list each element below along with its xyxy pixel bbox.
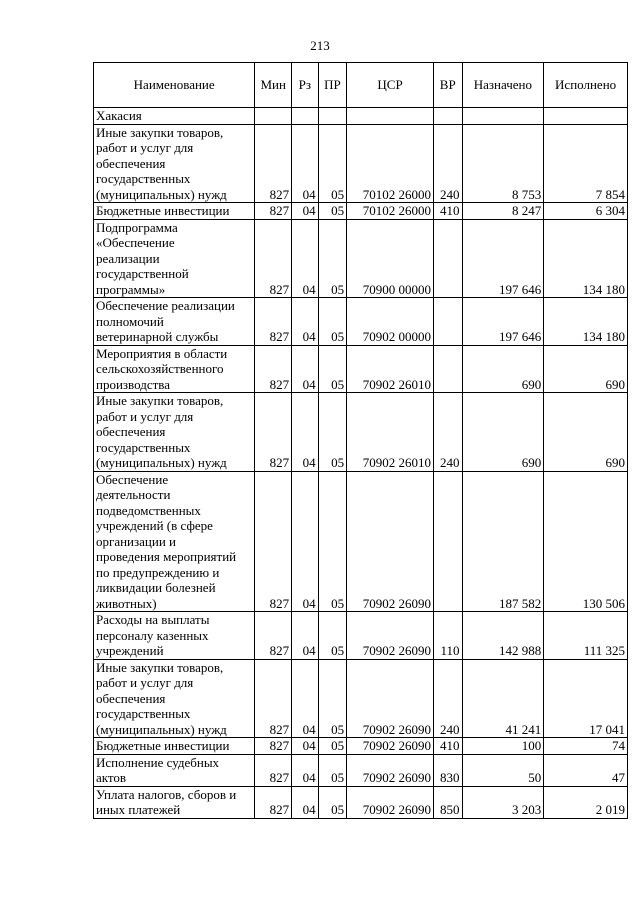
- row-executed: 2 019: [544, 786, 628, 818]
- row-csr: 70902 26090: [347, 471, 434, 612]
- row-assigned: 197 646: [462, 219, 544, 298]
- region-row: [94, 108, 628, 125]
- row-pr: 05: [318, 345, 347, 393]
- header-rz: Рз: [292, 63, 319, 108]
- row-executed: 7 854: [544, 124, 628, 203]
- row-csr: 70902 00000: [347, 298, 434, 346]
- row-rz: 04: [292, 203, 319, 220]
- row-rz: 04: [292, 754, 319, 786]
- row-assigned: 100: [462, 738, 544, 755]
- row-assigned: 690: [462, 345, 544, 393]
- header-row: [94, 63, 628, 108]
- table-row: [94, 393, 628, 472]
- row-vr: 110: [433, 612, 462, 660]
- row-csr: 70900 00000: [347, 219, 434, 298]
- table-row: [94, 612, 628, 660]
- row-name: Уплата налогов, сборов и иных платежей: [94, 786, 255, 818]
- row-vr: [433, 219, 462, 298]
- header-pr: ПР: [318, 63, 347, 108]
- row-min: 827: [255, 298, 292, 346]
- header-csr: ЦСР: [347, 63, 434, 108]
- row-rz: 04: [292, 393, 319, 472]
- table-row: [94, 659, 628, 738]
- header-executed: Исполнено: [544, 63, 628, 108]
- row-name: Бюджетные инвестиции: [94, 203, 255, 220]
- row-rz: 04: [292, 345, 319, 393]
- row-min: 827: [255, 786, 292, 818]
- header-vr: ВР: [433, 63, 462, 108]
- table-body: [94, 108, 628, 819]
- row-executed: 47: [544, 754, 628, 786]
- row-executed: 17 041: [544, 659, 628, 738]
- row-pr: 05: [318, 471, 347, 612]
- row-rz: 04: [292, 738, 319, 755]
- row-name: Иные закупки товаров, работ и услуг для обеспечения государственных (муниципальных) нужд: [94, 659, 255, 738]
- row-vr: 850: [433, 786, 462, 818]
- row-name: Иные закупки товаров, работ и услуг для обеспечения государственных (муниципальных) нужд: [94, 124, 255, 203]
- row-assigned: 3 203: [462, 786, 544, 818]
- row-vr: 410: [433, 738, 462, 755]
- header-name: Наименование: [94, 63, 255, 108]
- row-csr: 70902 26090: [347, 738, 434, 755]
- header-min: Мин: [255, 63, 292, 108]
- row-assigned: 142 988: [462, 612, 544, 660]
- region-name: Хакасия: [94, 108, 255, 125]
- row-min: 827: [255, 754, 292, 786]
- row-pr: 05: [318, 219, 347, 298]
- row-name: Обеспечение деятельности подведомственных учреждений (в сфере организации и проведения мероприятий по предупреждению и ликвидации болезней животных): [94, 471, 255, 612]
- row-rz: 04: [292, 219, 319, 298]
- row-name: Обеспечение реализации полномочий ветеринарной службы: [94, 298, 255, 346]
- row-vr: [433, 345, 462, 393]
- row-executed: 130 506: [544, 471, 628, 612]
- row-name: Расходы на выплаты персоналу казенных учреждений: [94, 612, 255, 660]
- row-rz: 04: [292, 124, 319, 203]
- row-csr: 70902 26090: [347, 754, 434, 786]
- table-row: [94, 219, 628, 298]
- row-assigned: 41 241: [462, 659, 544, 738]
- row-csr: 70102 26000: [347, 203, 434, 220]
- row-pr: 05: [318, 393, 347, 472]
- row-assigned: 8 247: [462, 203, 544, 220]
- row-rz: 04: [292, 786, 319, 818]
- row-assigned: 8 753: [462, 124, 544, 203]
- row-min: 827: [255, 124, 292, 203]
- row-name: Мероприятия в области сельскохозяйственного производства: [94, 345, 255, 393]
- row-min: 827: [255, 612, 292, 660]
- header-assigned: Назначено: [462, 63, 544, 108]
- row-vr: 240: [433, 124, 462, 203]
- table-row: [94, 124, 628, 203]
- table-row: [94, 203, 628, 220]
- row-executed: 6 304: [544, 203, 628, 220]
- row-pr: 05: [318, 124, 347, 203]
- row-pr: 05: [318, 612, 347, 660]
- row-name: Исполнение судебных актов: [94, 754, 255, 786]
- row-min: 827: [255, 219, 292, 298]
- row-pr: 05: [318, 659, 347, 738]
- row-min: 827: [255, 345, 292, 393]
- row-executed: 74: [544, 738, 628, 755]
- row-name: Бюджетные инвестиции: [94, 738, 255, 755]
- budget-table: [93, 62, 628, 819]
- row-csr: 70902 26010: [347, 345, 434, 393]
- table-row: [94, 471, 628, 612]
- row-rz: 04: [292, 298, 319, 346]
- row-vr: 410: [433, 203, 462, 220]
- table-row: [94, 786, 628, 818]
- row-assigned: 197 646: [462, 298, 544, 346]
- table-row: [94, 298, 628, 346]
- row-csr: 70102 26000: [347, 124, 434, 203]
- row-pr: 05: [318, 738, 347, 755]
- table-row: [94, 738, 628, 755]
- row-vr: [433, 298, 462, 346]
- row-pr: 05: [318, 298, 347, 346]
- row-executed: 134 180: [544, 219, 628, 298]
- row-rz: 04: [292, 612, 319, 660]
- row-vr: 830: [433, 754, 462, 786]
- row-vr: [433, 471, 462, 612]
- row-executed: 134 180: [544, 298, 628, 346]
- row-executed: 690: [544, 393, 628, 472]
- row-min: 827: [255, 659, 292, 738]
- row-assigned: 50: [462, 754, 544, 786]
- page-number: 213: [310, 38, 330, 53]
- row-assigned: 690: [462, 393, 544, 472]
- row-assigned: 187 582: [462, 471, 544, 612]
- row-vr: 240: [433, 659, 462, 738]
- row-min: 827: [255, 738, 292, 755]
- row-min: 827: [255, 393, 292, 472]
- row-min: 827: [255, 203, 292, 220]
- table-row: [94, 754, 628, 786]
- row-name: Подпрограмма «Обеспечение реализации государственной программы»: [94, 219, 255, 298]
- row-pr: 05: [318, 786, 347, 818]
- row-vr: 240: [433, 393, 462, 472]
- row-csr: 70902 26090: [347, 612, 434, 660]
- row-rz: 04: [292, 471, 319, 612]
- row-pr: 05: [318, 754, 347, 786]
- row-executed: 690: [544, 345, 628, 393]
- row-name: Иные закупки товаров, работ и услуг для обеспечения государственных (муниципальных) нужд: [94, 393, 255, 472]
- row-min: 827: [255, 471, 292, 612]
- table-row: [94, 345, 628, 393]
- row-pr: 05: [318, 203, 347, 220]
- row-executed: 111 325: [544, 612, 628, 660]
- row-csr: 70902 26090: [347, 659, 434, 738]
- row-csr: 70902 26090: [347, 786, 434, 818]
- row-csr: 70902 26010: [347, 393, 434, 472]
- row-rz: 04: [292, 659, 319, 738]
